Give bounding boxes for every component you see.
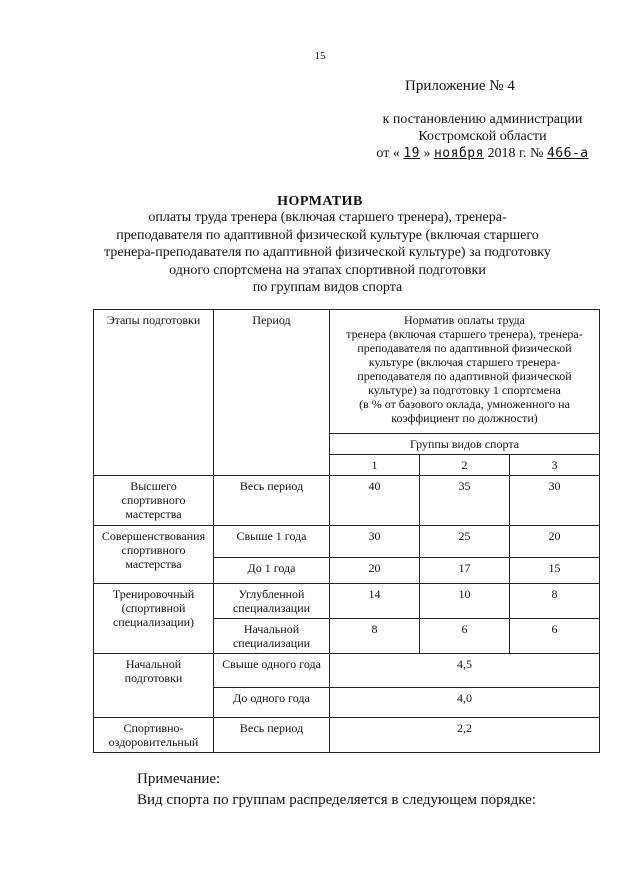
appendix-title: Приложение № 4 (405, 78, 515, 94)
subtitle-line: тренера-преподавателя по адаптивной физической культуре) за подготовку (104, 245, 551, 260)
page-number: 15 (314, 50, 326, 62)
value-cell: 6 (420, 619, 510, 654)
value-cell: 15 (510, 558, 600, 584)
value-cell: 8 (510, 584, 600, 619)
decree-line-2: Костромской области (418, 129, 547, 144)
note-label: Примечание: (137, 771, 221, 787)
value-cell: 4,5 (330, 654, 600, 688)
period-cell: Углубленной специализации (214, 584, 330, 619)
date-prefix: от « (376, 146, 400, 161)
period-cell: Свыше одного года (214, 654, 330, 688)
header-stage: Этапы подготовки (94, 310, 214, 476)
header-groups: Группы видов спорта (330, 434, 600, 455)
norm-table (93, 309, 600, 753)
period-cell: Весь период (214, 476, 330, 526)
decree-line-1: к постановлению администрации (382, 112, 583, 127)
period-cell: Начальной специализации (214, 619, 330, 654)
period-cell: До одного года (214, 688, 330, 718)
stage-health: Спортивно- оздоровительный (94, 718, 214, 753)
period-cell: Весь период (214, 718, 330, 753)
value-cell: 35 (420, 476, 510, 526)
value-cell: 20 (510, 526, 600, 558)
note-text: Вид спорта по группам распределяется в следующем порядке: (137, 792, 536, 808)
subtitle-line: оплаты труда тренера (включая старшего тренера), тренера- (148, 210, 507, 225)
decree-year: 2018 г. № (487, 146, 544, 161)
period-cell: До 1 года (214, 558, 330, 584)
subtitle-line: одного спортсмена на этапах спортивной подготовки (169, 262, 486, 278)
decree-number: 466-а (546, 146, 589, 161)
period-cell: Свыше 1 года (214, 526, 330, 558)
value-cell: 2,2 (330, 718, 600, 753)
value-cell: 14 (330, 584, 420, 619)
header-period: Период (214, 310, 330, 476)
stage-higher-mastery: Высшего спортивного мастерства (94, 476, 214, 526)
value-cell: 20 (330, 558, 420, 584)
stage-training: Тренировочный (спортивной специализации) (94, 584, 214, 654)
decree-month: ноября (433, 146, 484, 161)
date-mid: » (423, 146, 431, 161)
group-number: 1 (330, 455, 420, 476)
value-cell: 30 (330, 526, 420, 558)
group-number: 3 (510, 455, 600, 476)
header-norm: Норматив оплаты труда тренера (включая старшего тренера), тренера- преподавателя по адаптивной физической культуре (включая старшего тренера- преподавателя по адаптивной физической культуре) за подготовку 1 спортсмена (в % от базового оклада, умноженного на коэффициент по должности) (330, 310, 600, 434)
value-cell: 4,0 (330, 688, 600, 718)
value-cell: 25 (420, 526, 510, 558)
group-number: 2 (420, 455, 510, 476)
value-cell: 40 (330, 476, 420, 526)
decree-reference (350, 111, 615, 162)
subtitle-line: по группам видов спорта (252, 280, 403, 295)
decree-date-line (350, 145, 615, 162)
value-cell: 30 (510, 476, 600, 526)
decree-day: 19 (403, 146, 420, 161)
subtitle-line: преподавателя по адаптивной физической культуре (включая старшего (116, 227, 539, 243)
value-cell: 6 (510, 619, 600, 654)
value-cell: 10 (420, 584, 510, 619)
document-title: НОРМАТИВ (277, 194, 363, 209)
document-subtitle (90, 209, 565, 297)
note-section (137, 769, 536, 811)
stage-initial-prep: Начальной подготовки (94, 654, 214, 718)
value-cell: 8 (330, 619, 420, 654)
value-cell: 17 (420, 558, 510, 584)
stage-improvement: Совершенствования спортивного мастерства (94, 526, 214, 584)
